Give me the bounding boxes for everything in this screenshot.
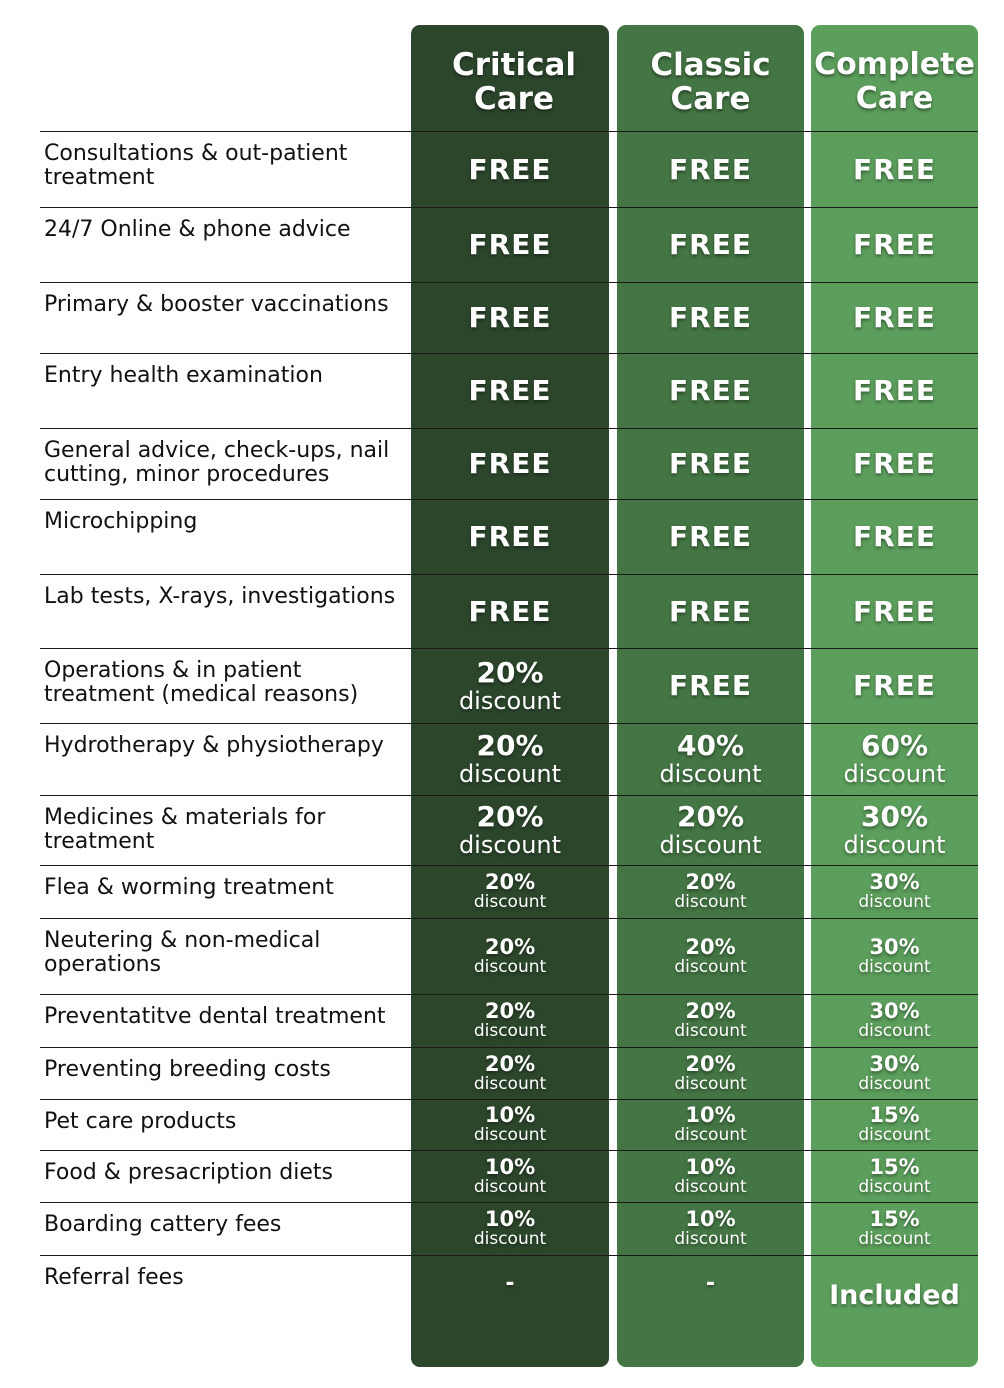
value-sub: discount xyxy=(458,831,562,859)
value-sub: discount xyxy=(473,1021,547,1041)
value-main: 20% xyxy=(484,999,536,1023)
plan-title-line2: Care xyxy=(855,81,934,116)
value-main: FREE xyxy=(853,668,936,702)
value-main: FREE xyxy=(468,520,552,553)
plan-value-cell xyxy=(811,574,978,648)
plan-value-cell xyxy=(411,499,609,574)
value-sub: discount xyxy=(858,1125,931,1145)
value-main: 10% xyxy=(685,1154,736,1179)
value-main: FREE xyxy=(853,374,936,407)
table-row xyxy=(0,499,1004,574)
value-main: FREE xyxy=(853,228,936,261)
value-main: - xyxy=(505,1271,515,1296)
benefit-label: General advice, check-ups, nail cutting, minor procedures xyxy=(44,438,390,487)
benefit-label: Neutering & non-medical operations xyxy=(44,928,321,977)
value-sub: discount xyxy=(473,1176,547,1197)
value-main: 40% xyxy=(676,729,745,762)
table-row xyxy=(0,1255,1004,1340)
value-main: FREE xyxy=(669,594,752,628)
plan-value-cell xyxy=(811,207,978,282)
benefit-label: Medicines & materials for treatment xyxy=(44,805,326,854)
value-sub: discount xyxy=(858,1176,931,1197)
value-main: 10% xyxy=(685,1207,736,1231)
table-row xyxy=(0,795,1004,865)
table-row xyxy=(0,648,1004,723)
value-sub: discount xyxy=(858,1229,931,1249)
plan-value-cell xyxy=(617,918,804,994)
plan-value-cell xyxy=(811,1202,978,1255)
plan-value-cell xyxy=(411,1047,609,1099)
plan-value-cell xyxy=(411,648,609,723)
benefit-label: Operations & in patient treatment (medical reasons) xyxy=(44,658,359,707)
value-sub: discount xyxy=(674,1125,747,1145)
plan-value-cell xyxy=(811,723,978,795)
value-main: 20% xyxy=(476,800,544,833)
value-main: 10% xyxy=(484,1207,536,1231)
plan-value-cell xyxy=(411,1202,609,1255)
value-main: FREE xyxy=(468,374,552,407)
plan-value-cell xyxy=(811,1150,978,1202)
plan-value-cell xyxy=(617,1099,804,1150)
plan-value-cell xyxy=(617,648,804,723)
plan-value-cell xyxy=(411,574,609,648)
plan-value-cell xyxy=(811,918,978,994)
plan-value-cell xyxy=(411,723,609,795)
value-main: 30% xyxy=(869,934,920,959)
plan-value-cell xyxy=(617,499,804,574)
value-sub: discount xyxy=(674,1073,747,1094)
plan-value-cell xyxy=(811,428,978,499)
value-main: 20% xyxy=(685,1051,736,1076)
value-main: 20% xyxy=(685,870,736,894)
value-main: 20% xyxy=(685,934,736,959)
plan-value-cell xyxy=(411,428,609,499)
plan-value-cell xyxy=(811,1099,978,1150)
table-row xyxy=(0,1099,1004,1150)
value-main: 30% xyxy=(869,1051,920,1076)
value-main: 20% xyxy=(484,1051,536,1076)
plan-value-cell xyxy=(811,1047,978,1099)
benefit-label: Preventatitve dental treatment xyxy=(44,1004,386,1029)
value-main: FREE xyxy=(669,668,752,702)
plan-value-cell xyxy=(411,282,609,353)
value-main: FREE xyxy=(468,301,552,334)
value-main: 30% xyxy=(869,870,920,894)
value-main: FREE xyxy=(853,447,936,480)
plan-value-cell xyxy=(617,865,804,918)
value-main: 15% xyxy=(869,1154,920,1179)
value-main: 15% xyxy=(869,1103,920,1127)
value-main: FREE xyxy=(853,520,936,553)
value-main: 20% xyxy=(676,800,745,833)
plan-value-cell xyxy=(411,1099,609,1150)
table-row xyxy=(0,131,1004,207)
value-sub: discount xyxy=(674,1176,747,1197)
table-row xyxy=(0,1202,1004,1255)
value-main: FREE xyxy=(468,594,552,628)
plan-value-cell xyxy=(617,574,804,648)
value-sub: discount xyxy=(858,892,931,912)
value-main: FREE xyxy=(853,594,936,628)
value-sub: discount xyxy=(674,892,747,912)
plan-value-cell xyxy=(617,723,804,795)
plan-value-cell xyxy=(811,994,978,1047)
benefit-label: Preventing breeding costs xyxy=(44,1057,331,1082)
value-sub: discount xyxy=(458,760,562,788)
plan-value-cell xyxy=(617,1150,804,1202)
value-sub: discount xyxy=(659,760,762,788)
plan-title-line1: Classic xyxy=(650,47,771,83)
value-main: FREE xyxy=(669,520,752,553)
plan-value-cell xyxy=(811,865,978,918)
value-main: FREE xyxy=(669,301,752,334)
value-sub: discount xyxy=(473,956,547,977)
plan-value-cell xyxy=(617,795,804,865)
value-main: 15% xyxy=(869,1207,920,1231)
value-main: 20% xyxy=(476,729,544,762)
plan-title-line2: Care xyxy=(474,81,554,117)
value-main: 20% xyxy=(484,934,536,959)
benefit-label: Boarding cattery fees xyxy=(44,1212,282,1237)
plan-value-cell xyxy=(811,131,978,207)
plan-value-cell xyxy=(617,994,804,1047)
plan-value-cell xyxy=(411,1255,609,1340)
value-sub: discount xyxy=(473,1229,547,1249)
value-main: FREE xyxy=(669,152,752,186)
value-main: FREE xyxy=(468,228,552,261)
value-main: 20% xyxy=(685,999,736,1023)
table-row xyxy=(0,1047,1004,1099)
plan-value-cell xyxy=(617,353,804,428)
plan-value-cell xyxy=(617,1047,804,1099)
table-row xyxy=(0,723,1004,795)
value-sub: discount xyxy=(858,1073,931,1094)
table-row xyxy=(0,918,1004,994)
plan-value-cell xyxy=(617,428,804,499)
table-row xyxy=(0,574,1004,648)
value-main: FREE xyxy=(669,447,752,480)
value-sub: discount xyxy=(843,760,946,788)
plan-value-cell xyxy=(617,131,804,207)
value-main: 20% xyxy=(484,870,536,894)
plan-title-line2: Care xyxy=(670,81,751,117)
value-sub: discount xyxy=(473,892,547,912)
value-sub: discount xyxy=(858,956,931,977)
value-sub: discount xyxy=(858,1021,931,1041)
value-main: FREE xyxy=(468,447,552,480)
plan-value-cell xyxy=(617,207,804,282)
benefit-label: Food & presacription diets xyxy=(44,1160,333,1185)
value-main: FREE xyxy=(669,374,752,407)
plan-value-cell xyxy=(411,918,609,994)
benefit-label: Referral fees xyxy=(44,1265,184,1290)
plan-value-cell xyxy=(811,648,978,723)
value-main: 30% xyxy=(860,800,929,833)
value-sub: discount xyxy=(458,686,562,715)
plan-value-cell xyxy=(811,1255,978,1340)
value-sub: discount xyxy=(674,956,747,977)
value-main: FREE xyxy=(853,301,936,334)
value-main: 30% xyxy=(869,999,920,1023)
benefit-label: Consultations & out-patient treatment xyxy=(44,141,348,190)
benefit-label: Entry health examination xyxy=(44,363,323,388)
table-row xyxy=(0,994,1004,1047)
value-main: 10% xyxy=(484,1103,536,1127)
plan-value-cell xyxy=(411,865,609,918)
table-row xyxy=(0,353,1004,428)
table-row xyxy=(0,428,1004,499)
benefit-label: Flea & worming treatment xyxy=(44,875,334,900)
value-sub: discount xyxy=(473,1125,547,1145)
benefit-label: 24/7 Online & phone advice xyxy=(44,217,351,242)
value-main: FREE xyxy=(853,152,936,186)
plan-value-cell xyxy=(411,994,609,1047)
value-main: FREE xyxy=(468,152,552,186)
value-sub: discount xyxy=(843,831,946,859)
value-sub: discount xyxy=(473,1073,547,1094)
plan-value-cell xyxy=(411,795,609,865)
table-row xyxy=(0,1150,1004,1202)
table-row xyxy=(0,282,1004,353)
plan-value-cell xyxy=(411,353,609,428)
value-sub: discount xyxy=(674,1021,747,1041)
value-main: - xyxy=(705,1271,716,1296)
value-main: 10% xyxy=(685,1103,736,1127)
benefit-label: Microchipping xyxy=(44,509,198,534)
value-main: 60% xyxy=(860,729,929,762)
plan-value-cell xyxy=(811,795,978,865)
value-main: 10% xyxy=(484,1154,536,1179)
table-row xyxy=(0,865,1004,918)
benefit-label: Lab tests, X-rays, investigations xyxy=(44,584,396,609)
plan-title-line1: Critical xyxy=(451,47,577,83)
value-main: FREE xyxy=(669,228,752,261)
benefit-label: Hydrotherapy & physiotherapy xyxy=(44,733,384,758)
value-main: Included xyxy=(829,1280,960,1311)
plan-value-cell xyxy=(811,499,978,574)
plan-value-cell xyxy=(811,282,978,353)
value-sub: discount xyxy=(659,831,762,859)
plan-value-cell xyxy=(617,1255,804,1340)
benefit-label: Primary & booster vaccinations xyxy=(44,292,389,317)
value-sub: discount xyxy=(674,1229,747,1249)
plan-value-cell xyxy=(617,282,804,353)
plan-value-cell xyxy=(411,207,609,282)
plan-value-cell xyxy=(411,131,609,207)
value-main: 20% xyxy=(476,655,544,689)
plan-title-line1: Complete xyxy=(814,47,975,82)
plan-value-cell xyxy=(811,353,978,428)
table-row xyxy=(0,207,1004,282)
benefit-label: Pet care products xyxy=(44,1109,237,1134)
plan-value-cell xyxy=(617,1202,804,1255)
plan-value-cell xyxy=(411,1150,609,1202)
